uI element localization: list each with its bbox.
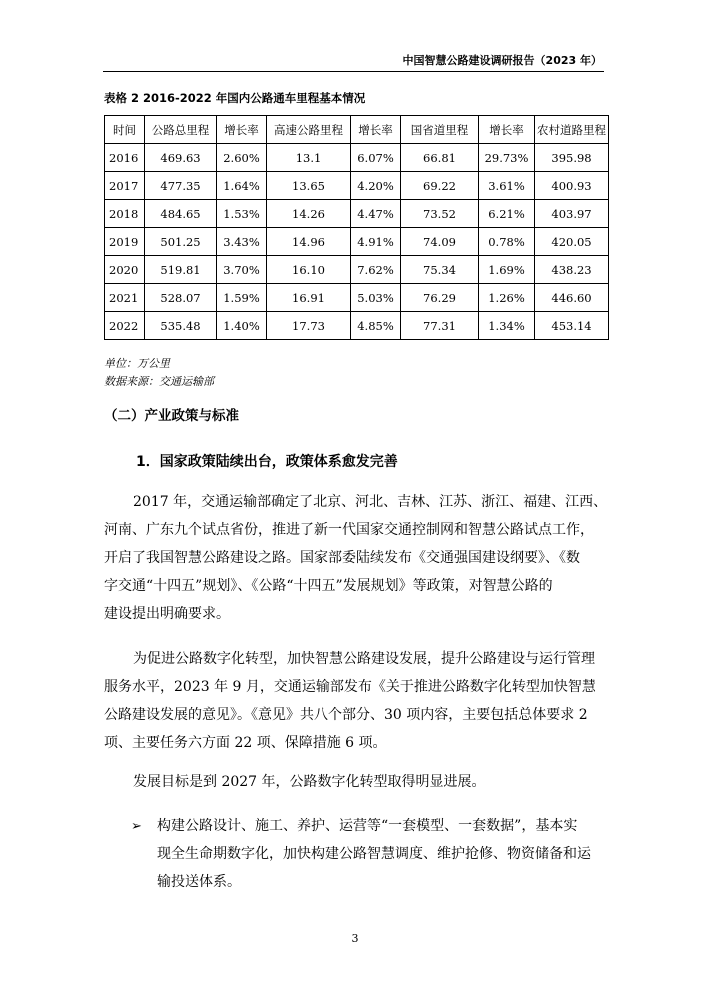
table-cell: 16.91: [267, 284, 351, 312]
table-cell: 16.10: [267, 256, 351, 284]
table-cell: 66.81: [401, 144, 479, 172]
table-row: [105, 256, 609, 284]
column-header-highway-growth: 增长率: [351, 116, 401, 144]
table-cell: 13.65: [267, 172, 351, 200]
table-cell: 4.91%: [351, 228, 401, 256]
column-header-highway-mileage: 高速公路里程: [267, 116, 351, 144]
paragraph-digital-transformation: [104, 645, 606, 757]
table-row: [105, 172, 609, 200]
table-cell: 403.97: [535, 200, 609, 228]
table-cell: 13.1: [267, 144, 351, 172]
table-cell: 76.29: [401, 284, 479, 312]
report-header-title: 中国智慧公路建设调研报告（2023 年）: [402, 54, 602, 67]
table-cell: 2021: [105, 284, 145, 312]
paragraph-line: 2017 年，交通运输部确定了北京、河北、吉林、江苏、浙江、福建、江西、: [133, 494, 608, 510]
table-cell: 4.85%: [351, 312, 401, 340]
section-heading: （二）产业政策与标准: [104, 408, 239, 424]
paragraph-pilot-provinces: [104, 488, 606, 628]
subsection-heading: 1．国家政策陆续出台，政策体系愈发完善: [136, 454, 398, 470]
paragraph-line: 现全生命期数字化，加快构建公路智慧调度、维护抢修、物资储备和运: [157, 846, 591, 862]
table-cell: 420.05: [535, 228, 609, 256]
table-cell: 1.53%: [217, 200, 267, 228]
paragraph-line: 河南、广东九个试点省份，推进了新一代国家交通控制网和智慧公路试点工作，: [104, 522, 594, 538]
table-cell: 2022: [105, 312, 145, 340]
table-cell: 528.07: [145, 284, 217, 312]
table-row: [105, 144, 609, 172]
paragraph-development-goal: [104, 768, 606, 796]
paragraph-line: 为促进公路数字化转型，加快智慧公路建设发展，提升公路建设与运行管理: [133, 651, 595, 667]
column-header-national-provincial-mileage: 国省道里程: [401, 116, 479, 144]
table-cell: 5.03%: [351, 284, 401, 312]
column-header-total-mileage: 公路总里程: [145, 116, 217, 144]
column-header-total-growth: 增长率: [217, 116, 267, 144]
table-row: [105, 228, 609, 256]
paragraph-line: 服务水平，2023 年 9 月，交通运输部发布《关于推进公路数字化转型加快智慧: [104, 679, 596, 695]
table-cell: 1.69%: [479, 256, 535, 284]
table-row: [105, 200, 609, 228]
paragraph-line: 项、主要任务六方面 22 项、保障措施 6 项。: [104, 735, 387, 751]
table-cell: 2.60%: [217, 144, 267, 172]
table-cell: 0.78%: [479, 228, 535, 256]
table-cell: 29.73%: [479, 144, 535, 172]
table-cell: 7.62%: [351, 256, 401, 284]
paragraph-line: 发展目标是到 2027 年，公路数字化转型取得明显进展。: [133, 774, 486, 790]
arrow-bullet-icon: ➢: [131, 819, 142, 834]
table-source-note: 数据来源：交通运输部: [104, 375, 214, 388]
column-header-year: 时间: [105, 116, 145, 144]
header-divider: [103, 71, 604, 72]
page-number: 3: [351, 932, 359, 945]
table-cell: 14.26: [267, 200, 351, 228]
bullet-item-lifecycle-digitalization: [157, 812, 607, 896]
table-cell: 6.07%: [351, 144, 401, 172]
table-cell: 1.34%: [479, 312, 535, 340]
paragraph-line: 公路建设发展的意见》。《意见》共八个部分、30 项内容，主要包括总体要求 2: [104, 707, 588, 723]
table-cell: 519.81: [145, 256, 217, 284]
table-cell: 3.70%: [217, 256, 267, 284]
table-cell: 453.14: [535, 312, 609, 340]
table-cell: 1.64%: [217, 172, 267, 200]
paragraph-line: 构建公路设计、施工、养护、运营等“一套模型、一套数据”，基本实: [157, 818, 578, 834]
table-cell: 535.48: [145, 312, 217, 340]
table-cell: 469.63: [145, 144, 217, 172]
table-cell: 501.25: [145, 228, 217, 256]
paragraph-line: 开启了我国智慧公路建设之路。国家部委陆续发布《交通强国建设纲要》、《数: [104, 550, 580, 566]
table-cell: 446.60: [535, 284, 609, 312]
column-header-rural-mileage: 农村道路里程: [535, 116, 609, 144]
table-cell: 1.40%: [217, 312, 267, 340]
table-cell: 3.61%: [479, 172, 535, 200]
paragraph-line: 输投送体系。: [157, 874, 241, 890]
table-cell: 4.47%: [351, 200, 401, 228]
table-cell: 2018: [105, 200, 145, 228]
table-cell: 1.26%: [479, 284, 535, 312]
table-row: [105, 312, 609, 340]
table-cell: 17.73: [267, 312, 351, 340]
table-cell: 6.21%: [479, 200, 535, 228]
paragraph-line: 建设提出明确要求。: [104, 606, 230, 622]
table-cell: 395.98: [535, 144, 609, 172]
table-unit-note: 单位：万公里: [104, 357, 170, 370]
table-cell: 2017: [105, 172, 145, 200]
table-cell: 73.52: [401, 200, 479, 228]
table-cell: 2020: [105, 256, 145, 284]
table-cell: 14.96: [267, 228, 351, 256]
table-cell: 400.93: [535, 172, 609, 200]
table-cell: 438.23: [535, 256, 609, 284]
table-cell: 77.31: [401, 312, 479, 340]
table-caption: 表格 2 2016-2022 年国内公路通车里程基本情况: [104, 91, 366, 105]
table-cell: 484.65: [145, 200, 217, 228]
column-header-national-provincial-growth: 增长率: [479, 116, 535, 144]
table-cell: 2019: [105, 228, 145, 256]
table-header-row: [105, 116, 609, 144]
table-row: [105, 284, 609, 312]
table-cell: 477.35: [145, 172, 217, 200]
table-cell: 1.59%: [217, 284, 267, 312]
table-cell: 3.43%: [217, 228, 267, 256]
mileage-table: [104, 115, 609, 340]
table-cell: 2016: [105, 144, 145, 172]
table-cell: 69.22: [401, 172, 479, 200]
table-cell: 74.09: [401, 228, 479, 256]
table-cell: 4.20%: [351, 172, 401, 200]
paragraph-line: 字交通“十四五”规划》、《公路“十四五”发展规划》等政策，对智慧公路的: [104, 578, 553, 594]
table-cell: 75.34: [401, 256, 479, 284]
